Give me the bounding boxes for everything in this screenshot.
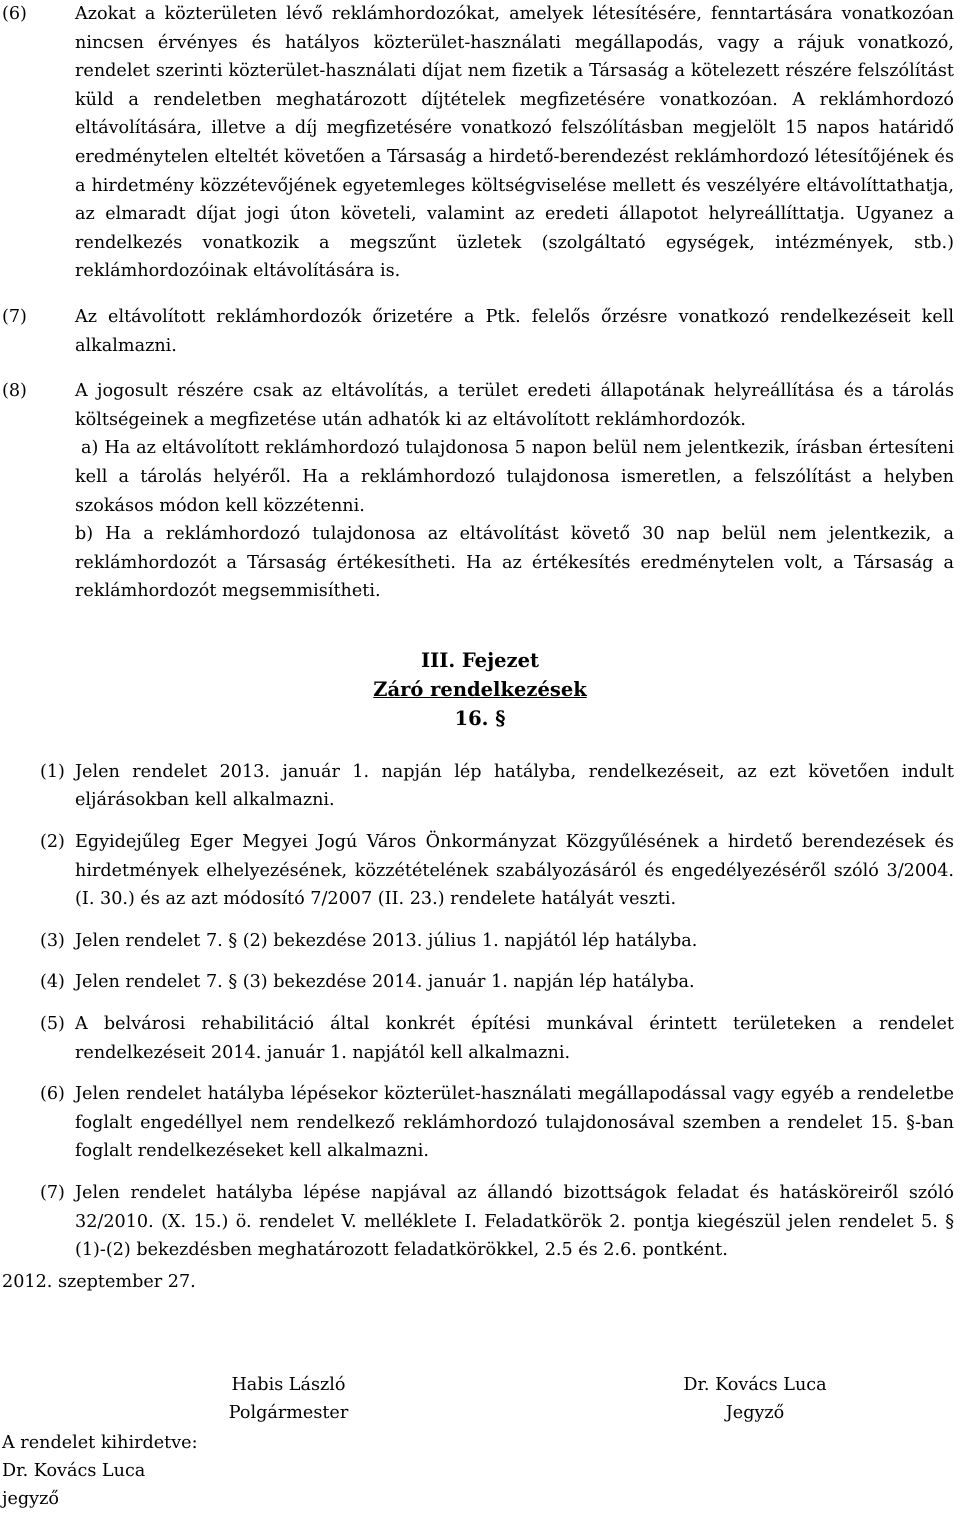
paragraph-number: (1) xyxy=(40,761,65,782)
closing-paragraph xyxy=(0,828,960,914)
paragraph-text: Jelen rendelet hatályba lépésekor közterület-használati megállapodással vagy egyéb a rendeletbe foglalt engedéllyel nem rendelkező reklámhordozó tulajdonosával szemben a rendelet 15. §-ban foglalt rendelkezéseket kell alkalmazni. xyxy=(75,1084,954,1162)
closing-paragraph xyxy=(0,968,960,997)
closing-provisions xyxy=(0,758,960,1265)
paragraph-number: (7) xyxy=(40,1183,65,1203)
paragraph-number: (6) xyxy=(40,1084,65,1105)
closing-paragraph xyxy=(0,758,960,815)
paragraph-8 xyxy=(0,377,960,606)
paragraph-number: (2) xyxy=(40,832,65,853)
chapter-number: III. Fejezet xyxy=(420,648,540,672)
paragraph-number: (7) xyxy=(2,306,27,327)
paragraph-text: A jogosult részére csak az eltávolítás, a terület eredeti állapotának helyreállítása és a tárolás költségeinek a megfizetése után adhatók ki az eltávolított reklámhordozók. xyxy=(75,381,954,430)
closing-paragraph xyxy=(0,1080,960,1166)
document-date: 2012. szeptember 27. xyxy=(2,1271,196,1292)
closing-paragraph xyxy=(0,927,960,956)
paragraph-text: Jelen rendelet 2013. január 1. napján lép hatályba, rendelkezéseit, az ezt követően indult eljárásokban kell alkalmazni. xyxy=(75,761,954,811)
mayor-title: Polgármester xyxy=(228,1403,349,1423)
paragraph-text: A belvárosi rehabilitáció által konkrét építési munkával érintett területeken a rendelet rendelkezéseit 2014. január 1. napjától kell alkalmazni. xyxy=(75,1014,954,1063)
paragraph-number: (6) xyxy=(2,4,27,24)
promulgation-block xyxy=(2,1429,198,1513)
paragraph-text: Azokat a közterületen lévő reklámhordozókat, amelyek létesítésére, fenntartására vonatkozóan nincsen érvényes és hatályos közterület-használati megállapodás, vagy a rájuk vonatkozó, rendelet szerinti közterület-használati díjat nem fizetik a Társaság a kötelezett részére felszólítást küld a rendeletben meghatározott díjtételek megfizetésére vonatkozóan. A reklámhordozó eltávolítására, illetve a díj megfizetésére vonatkozó felszólításban megjelölt 15 napos határidő eredménytelen elteltét követően a Társaság a hirdető-berendezést reklámhordozó létesítőjének és a hirdetmény közzétevőjének egyetemleges költségviselése mellett és veszélyére eltávolíttathatja, az elmaradt díjat jogi úton követeli, valamint az eredeti állapotot helyreállíttatja. Ugyanez a rendelkezés vonatkozik a megszűnt üzletek (szolgáltató egységek, intézmények, stb.) reklámhordozóinak eltávolítására is. xyxy=(75,4,954,282)
subpoint-b: b) Ha a reklámhordozó tulajdonosa az eltávolítást követő 30 nap belül nem jelentkezik, a reklámhordozót a Társaság értékesítheti. Ha az értékesítés eredménytelen volt, a Társaság a reklámhordozót megsemmisítheti. xyxy=(75,524,954,602)
paragraph-number: (4) xyxy=(40,972,65,993)
paragraph-6 xyxy=(0,0,960,286)
notary-title: Jegyző xyxy=(725,1403,785,1423)
closing-paragraph xyxy=(0,1179,960,1265)
paragraph-text: Egyidejűleg Eger Megyei Jogú Város Önkormányzat Közgyűlésének a hirdető berendezések és hirdetmények elhelyezésének, közzétételének szabályozásáról és engedélyezéséről szóló 3/2004. (I. 30.) és az azt módosító 7/2007 (II. 23.) rendelete hatályát veszti. xyxy=(75,832,954,910)
notary-signature xyxy=(660,1371,850,1427)
notary-name: Dr. Kovács Luca xyxy=(683,1375,827,1395)
paragraph-number: (8) xyxy=(2,381,27,402)
paragraph-number: (5) xyxy=(40,1014,65,1035)
chapter-heading xyxy=(0,646,960,733)
paragraph-text: Jelen rendelet hatályba lépése napjával az állandó bizottságok feladat és hatásköreiről szóló 32/2010. (X. 15.) ö. rendelet V. melléklete I. Feladatkörök 2. pontja kiegészül jelen rendelet 5. § (1)-(2) bekezdésben meghatározott feladatkörökkel, 2.5 és 2.6. pontként. xyxy=(75,1183,954,1261)
paragraph-text: Jelen rendelet 7. § (3) bekezdése 2014. január 1. napján lép hatályba. xyxy=(75,972,695,993)
subpoint-a: a) Ha az eltávolított reklámhordozó tulajdonosa 5 napon belül nem jelentkezik, írásban értesíteni kell a tárolás helyéről. Ha a reklámhordozó tulajdonosa ismeretlen, a felszólítást a helyben szokásos módon kell közzétenni. xyxy=(75,438,954,516)
chapter-title: Záró rendelkezések xyxy=(373,677,587,701)
closing-paragraph xyxy=(0,1010,960,1067)
promulgation-label: A rendelet kihirdetve: xyxy=(2,1433,198,1453)
paragraph-number: (3) xyxy=(40,930,65,951)
section-number: 16. § xyxy=(454,706,506,730)
mayor-signature xyxy=(222,1371,355,1427)
promulgation-title: jegyző xyxy=(2,1489,59,1509)
paragraph-7 xyxy=(0,303,960,360)
paragraph-text: Az eltávolított reklámhordozók őrizetére a Ptk. felelős őrzésre vonatkozó rendelkezéseit kell alkalmazni. xyxy=(75,306,954,356)
paragraph-text: Jelen rendelet 7. § (2) bekezdése 2013. július 1. napjától lép hatályba. xyxy=(75,930,698,951)
mayor-name: Habis László xyxy=(231,1375,346,1395)
promulgation-name: Dr. Kovács Luca xyxy=(2,1461,146,1481)
